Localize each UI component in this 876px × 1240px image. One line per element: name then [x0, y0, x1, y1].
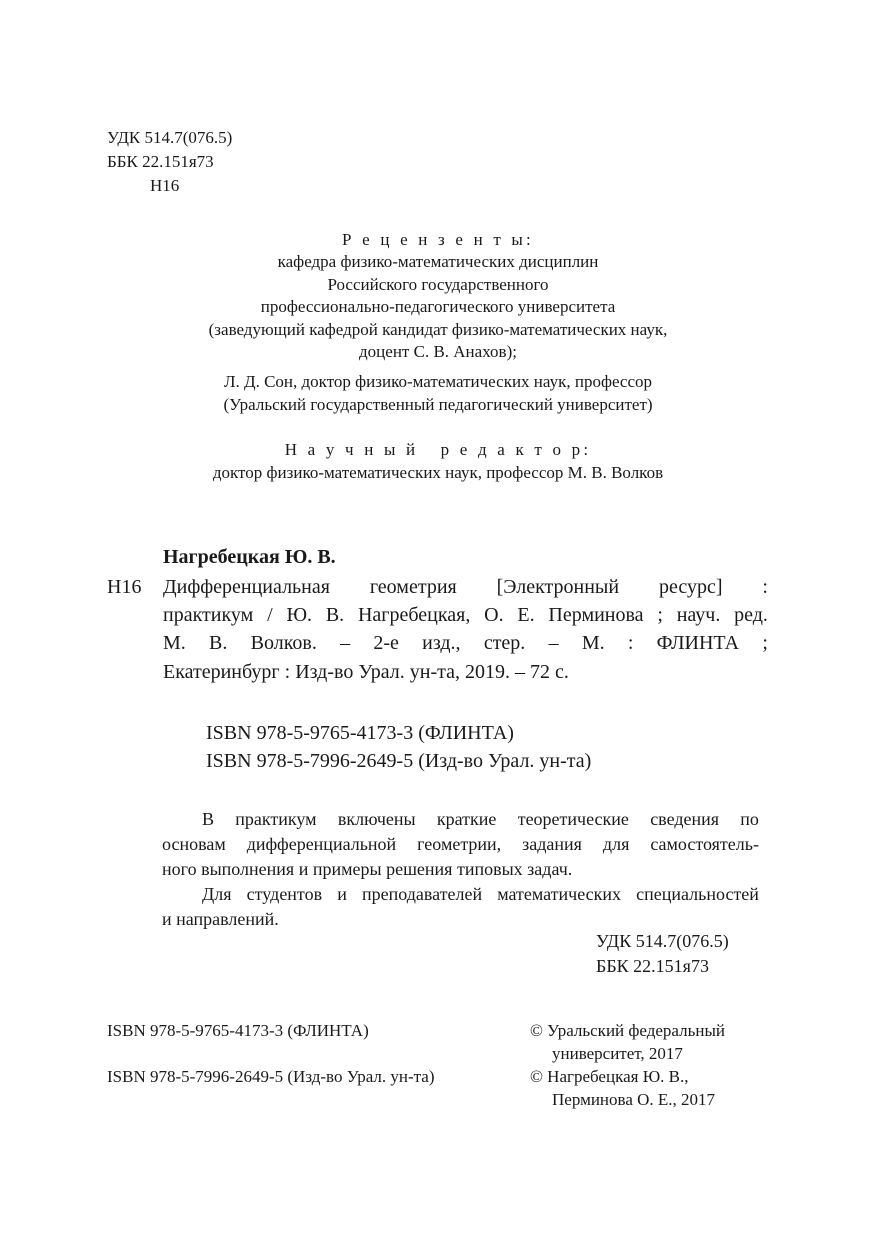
reviewer-line: (заведующий кафедрой кандидат физико-математических наук, — [208, 320, 668, 339]
copyright-university-line-2: университет, 2017 — [552, 1044, 683, 1063]
annotation-word: студентов — [246, 884, 323, 904]
annotation-word: основам — [162, 834, 226, 854]
annotation-line-4 — [202, 883, 759, 906]
editor-heading: Н а у ч н ы й р е д а к т о р: — [284, 440, 592, 459]
reviewer-line: Л. Д. Сон, доктор физико-математических наук, профессор — [223, 372, 653, 391]
bib-line-3 — [163, 628, 768, 658]
bib-word: науч. — [676, 604, 721, 626]
annotation-word: сведения — [650, 809, 720, 829]
bib-word: Ю. — [286, 604, 313, 626]
annotation-line-5: и направлений. — [162, 909, 279, 929]
bib-word: Перминова — [548, 604, 644, 626]
annotation-word: специальностей — [636, 884, 759, 904]
bib-word: [Электронный — [496, 576, 620, 598]
udk-code-annotation: УДК 514.7(076.5) — [596, 931, 729, 951]
bib-word: Волков. — [250, 632, 317, 654]
annotation-word: краткие — [436, 809, 497, 829]
bib-line-1 — [163, 572, 768, 602]
reviewer-line: (Уральский государственный педагогический университет) — [223, 395, 653, 414]
annotation-word: геометрии, — [417, 834, 502, 854]
bib-word: изд., — [422, 632, 461, 654]
bib-word: практикум — [163, 604, 254, 626]
author-mark-top: Н16 — [150, 176, 180, 195]
annotation-word: самостоятель- — [650, 834, 759, 854]
annotation-word: математических — [497, 884, 622, 904]
isbn-ural: ISBN 978-5-7996-2649-5 (Изд-во Урал. ун-та) — [206, 750, 592, 772]
bib-word: – — [548, 632, 559, 654]
bib-word: 2-е — [373, 632, 399, 654]
reviewers-heading: Р е ц е н з е н т ы: — [342, 230, 534, 249]
bib-mark: Н16 — [107, 576, 142, 598]
bib-word: ресурс] — [658, 576, 723, 598]
annotation-word: по — [740, 809, 759, 829]
bib-author: Нагребецкая Ю. В. — [163, 546, 336, 568]
copyright-authors-line-2: Перминова О. Е., 2017 — [552, 1090, 716, 1109]
bib-word: М. — [163, 632, 186, 654]
reviewer-line: профессионально-педагогического университета — [260, 297, 616, 316]
footer-isbn-ural: ISBN 978-5-7996-2649-5 (Изд-во Урал. ун-та) — [107, 1067, 435, 1086]
annotation-line-2 — [162, 833, 759, 856]
bib-word: : — [627, 632, 634, 654]
editor-line: доктор физико-математических наук, профессор М. В. Волков — [212, 463, 664, 482]
bib-word: Нагребецкая, — [357, 604, 471, 626]
bib-word: О. — [484, 604, 504, 626]
bib-word: геометрия — [369, 576, 457, 598]
bib-word: ФЛИНТА — [656, 632, 740, 654]
reviewer-line: доцент С. В. Анахов); — [359, 342, 517, 361]
bib-word: ред. — [734, 604, 768, 626]
bbk-code-annotation: ББК 22.151я73 — [596, 956, 709, 976]
footer-isbn-flinta: ISBN 978-5-9765-4173-3 (ФЛИНТА) — [107, 1021, 369, 1040]
annotation-word: теоретические — [517, 809, 629, 829]
bib-word: М. — [581, 632, 605, 654]
annotation-word: В — [202, 809, 215, 829]
bib-line-2 — [163, 600, 768, 630]
bib-word: / — [267, 604, 273, 626]
annotation-word: включены — [337, 809, 416, 829]
annotation-word: задания — [522, 834, 582, 854]
bib-word: ; — [762, 632, 768, 654]
bib-word: Е. — [517, 604, 535, 626]
annotation-word: и — [337, 884, 347, 904]
isbn-flinta: ISBN 978-5-9765-4173-3 (ФЛИНТА) — [206, 722, 514, 744]
bib-word: стер. — [483, 632, 526, 654]
bbk-code-top: ББК 22.151я73 — [107, 152, 214, 171]
bib-word: ; — [657, 604, 663, 626]
bib-word: В. — [209, 632, 228, 654]
reviewer-line: кафедра физико-математических дисциплин — [277, 252, 599, 271]
annotation-word: преподавателей — [361, 884, 483, 904]
annotation-line-1 — [202, 808, 759, 831]
bib-word: Дифференциальная — [163, 576, 330, 598]
bib-word: В. — [325, 604, 345, 626]
udk-code-top: УДК 514.7(076.5) — [107, 128, 233, 147]
copyright-authors: © Нагребецкая Ю. В., — [530, 1067, 689, 1086]
reviewer-line: Российского государственного — [327, 275, 549, 294]
annotation-word: для — [602, 834, 630, 854]
bib-word: – — [340, 632, 351, 654]
copyright-university: © Уральский федеральный — [530, 1021, 725, 1040]
annotation-word: дифференциальной — [246, 834, 397, 854]
annotation-line-3: ного выполнения и примеры решения типовых задач. — [162, 859, 573, 879]
annotation-word: практикум — [235, 809, 317, 829]
bib-line-4: Екатеринбург : Изд-во Урал. ун-та, 2019. – 72 с. — [163, 661, 569, 683]
bib-word: : — [762, 576, 768, 598]
annotation-word: Для — [202, 884, 232, 904]
